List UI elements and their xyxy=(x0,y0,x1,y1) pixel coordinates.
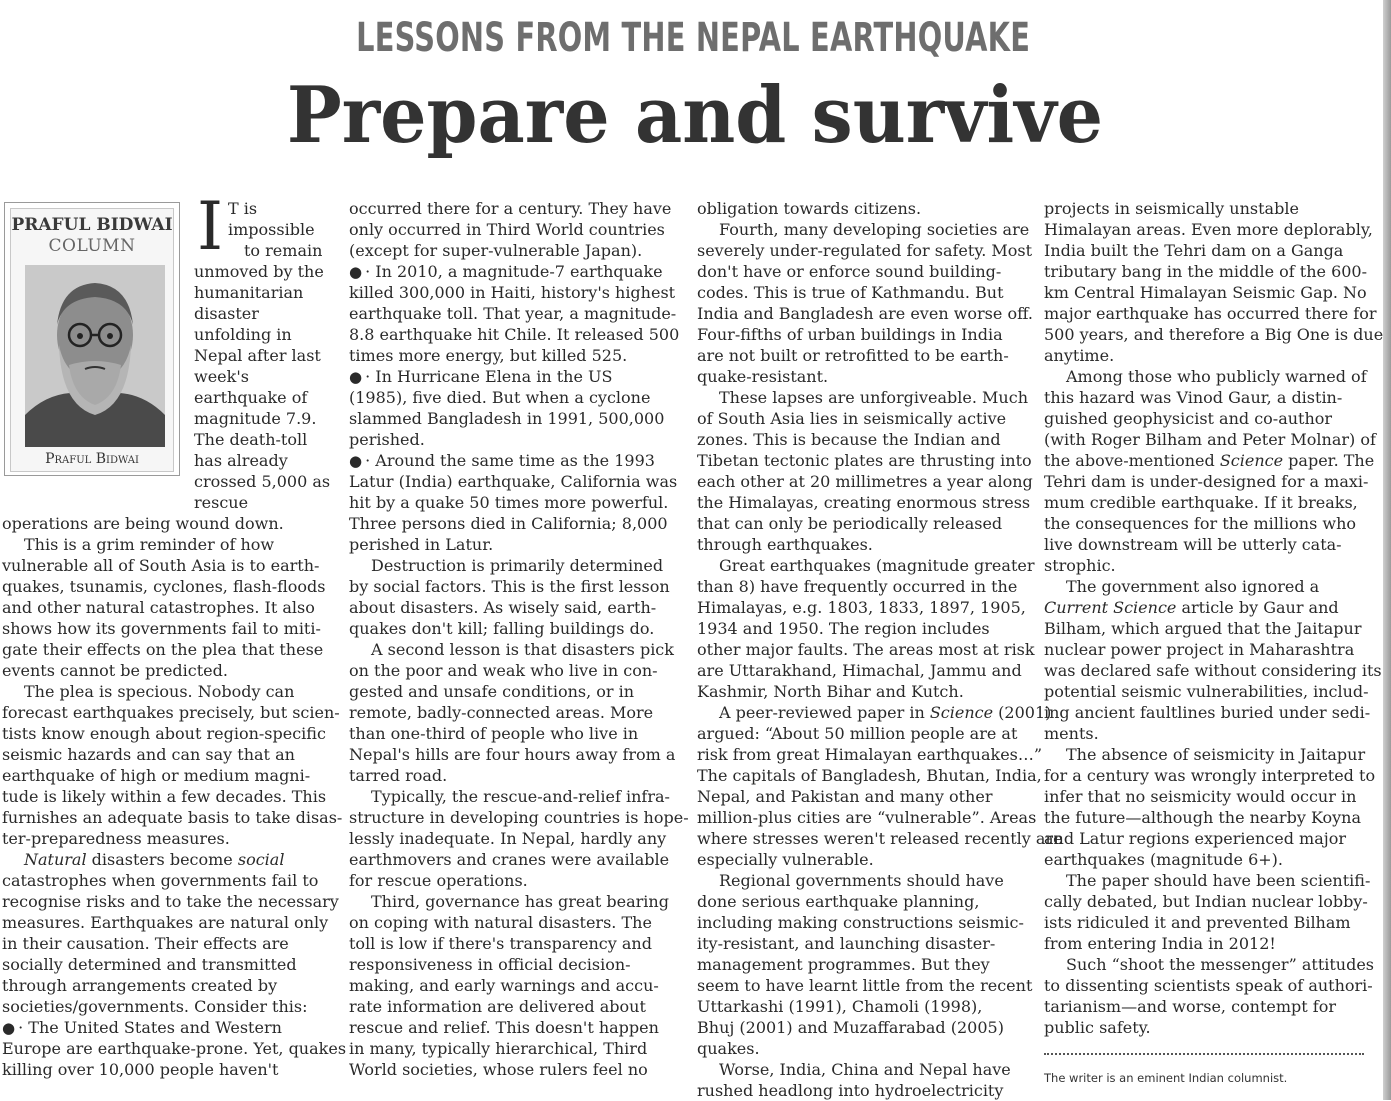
article-text-line: the above-mentioned Science paper. The xyxy=(1044,451,1375,470)
article-text-line: especially vulnerable. xyxy=(697,850,874,869)
article-text-line: responsiveness in official decision- xyxy=(349,955,631,974)
article-text-line: Nepal's hills are four hours away from a xyxy=(349,745,676,764)
article-text-line: Himalayan areas. Even more deplorably, xyxy=(1044,220,1373,239)
article-text-line: through earthquakes. xyxy=(697,535,873,554)
article-text-line: These lapses are unforgiveable. Much xyxy=(719,388,1028,407)
article-text-line: India built the Tehri dam on a Ganga xyxy=(1044,241,1344,260)
article-text-line: risk from great Himalayan earthquakes…” xyxy=(697,745,1043,764)
article-text-line: than one-third of people who live in xyxy=(349,724,639,743)
article-text-line: The plea is specious. Nobody can xyxy=(24,682,295,701)
article-text-line: tributary bang in the middle of the 600- xyxy=(1044,262,1368,281)
article-text-line: unmoved by the xyxy=(194,262,324,281)
article-text-line: Regional governments should have xyxy=(719,871,1004,890)
article-text-line: A second lesson is that disasters pick xyxy=(371,640,674,659)
article-text-line: done serious earthquake planning, xyxy=(697,892,980,911)
article-text-line: killed 300,000 in Haiti, history's highest xyxy=(349,283,676,302)
article-text-line: Great earthquakes (magnitude greater xyxy=(719,556,1035,575)
article-text-line: has already xyxy=(194,451,288,470)
article-text-line: earthquake of high or medium magni- xyxy=(2,766,311,785)
article-text-line: shows how its governments fail to miti- xyxy=(2,619,321,638)
article-text-line: ing ancient faultlines buried under sedi- xyxy=(1044,703,1371,722)
article-text-line: this hazard was Vinod Gaur, a distin- xyxy=(1044,388,1343,407)
byline-column-label: COLUMN xyxy=(48,236,136,256)
article-text-line: argued: “About 50 million people are at xyxy=(697,724,1018,743)
article-text-line: ● · The United States and Western xyxy=(2,1018,282,1037)
article-text-line: quakes, tsunamis, cyclones, flash-floods xyxy=(2,577,326,596)
author-footnote: The writer is an eminent Indian columnist. xyxy=(1044,1071,1288,1085)
article-text-line: than 8) have frequently occurred in the xyxy=(697,577,1018,596)
article-text-line: rushed headlong into hydroelectricity xyxy=(697,1081,1004,1100)
article-text-line: Bhuj (2001) and Muzaffarabad (2005) xyxy=(697,1018,1004,1037)
article-text-line: quakes don't kill; falling buildings do. xyxy=(349,619,655,638)
article-text-line: operations are being wound down. xyxy=(2,514,284,533)
article-text-line: perished. xyxy=(349,430,425,449)
article-text-line: World societies, whose rulers feel no xyxy=(349,1060,648,1079)
article-text-line: public safety. xyxy=(1044,1018,1151,1037)
article-text-line: toll is low if there's transparency and xyxy=(349,934,652,953)
article-text-line: Bilham, which argued that the Jaitapur xyxy=(1044,619,1362,638)
article-text-line: and other natural catastrophes. It also xyxy=(2,598,315,617)
article-text-line: recognise risks and to take the necessary xyxy=(2,892,339,911)
article-text-line: forecast earthquakes precisely, but scien- xyxy=(2,703,340,722)
article-text-line: Himalayas, e.g. 1803, 1833, 1897, 1905, xyxy=(697,598,1026,617)
article-text-line: mum credible earthquake. If it breaks, xyxy=(1044,493,1358,512)
article-text-line: don't have or enforce sound building- xyxy=(697,262,1002,281)
bullet-dot-icon: ● xyxy=(349,263,363,281)
article-text-line: severely under-regulated for safety. Most xyxy=(697,241,1033,260)
article-text-line: the consequences for the millions who xyxy=(1044,514,1356,533)
article-text-line: catastrophes when governments fail to xyxy=(2,871,319,890)
bullet-dot-icon: ● xyxy=(349,452,363,470)
article-text-line: Nepal after last xyxy=(194,346,321,365)
article-text-line: guished geophysicist and co-author xyxy=(1044,409,1333,428)
article-text-line: times more energy, but killed 525. xyxy=(349,346,628,365)
article-text-line: events cannot be predicted. xyxy=(2,661,228,680)
article-text-line: million-plus cities are “vulnerable”. Areas xyxy=(697,808,1037,827)
article-text-line: cally debated, but Indian nuclear lobby- xyxy=(1044,892,1368,911)
article-text-line: vulnerable all of South Asia is to earth- xyxy=(2,556,320,575)
article-text-line: that can only be periodically released xyxy=(697,514,1003,533)
article-column-2 xyxy=(349,198,689,1080)
article-text-line: Nepal, and Pakistan and many other xyxy=(697,787,993,806)
article-text-line: only occurred in Third World countries xyxy=(349,220,665,239)
article-text-line: on the poor and weak who live in con- xyxy=(349,661,658,680)
article-text-line: rate information are delivered about xyxy=(349,997,646,1016)
article-text-line: ● · Around the same time as the 1993 xyxy=(349,451,655,470)
article-headline: Prepare and survive xyxy=(286,70,1104,161)
article-text-line: each other at 20 millimetres a year along xyxy=(697,472,1033,491)
article-text-line: on coping with natural disasters. The xyxy=(349,913,652,932)
dotted-separator xyxy=(1044,1053,1364,1055)
article-text-line: ists ridiculed it and prevented Bilham xyxy=(1044,913,1351,932)
article-text-line: A peer-reviewed paper in Science (2001) xyxy=(719,703,1052,722)
article-text-line: management programmes. But they xyxy=(697,955,990,974)
article-text-line: tude is likely within a few decades. This xyxy=(2,787,327,806)
article-text-line: zones. This is because the Indian and xyxy=(697,430,1001,449)
article-text-line: ments. xyxy=(1044,724,1099,743)
article-kicker: LESSONS FROM THE NEPAL EARTHQUAKE xyxy=(356,15,1031,61)
article-text-line: hit by a quake 50 times more powerful. xyxy=(349,493,669,512)
article-text-line: making, and early warnings and accu- xyxy=(349,976,659,995)
article-text-line: perished in Latur. xyxy=(349,535,494,554)
article-text-line: live downstream will be utterly cata- xyxy=(1044,535,1342,554)
article-text-line: week's xyxy=(194,367,249,386)
byline-author-name: PRAFUL BIDWAI xyxy=(11,215,173,235)
article-text-line: was declared safe without considering its xyxy=(1044,661,1382,680)
article-text-line: anytime. xyxy=(1044,346,1115,365)
article-text-line: strophic. xyxy=(1044,556,1116,575)
article-text-line: infer that no seismicity would occur in xyxy=(1044,787,1357,806)
bullet-dot-icon: ● xyxy=(2,1019,16,1037)
article-text-line: Typically, the rescue-and-relief infra- xyxy=(371,787,670,806)
article-text-line: including making constructions seismic- xyxy=(697,913,1024,932)
article-text-line: (except for super-vulnerable Japan). xyxy=(349,241,643,260)
article-text-line: about disasters. As wisely said, earth- xyxy=(349,598,657,617)
article-text-line: socially determined and transmitted xyxy=(2,955,297,974)
article-text-line: The death-toll xyxy=(194,430,308,449)
article-text-line: T is xyxy=(228,199,258,218)
article-text-line: the Himalayas, creating enormous stress xyxy=(697,493,1031,512)
article-text-line: in their causation. Their effects are xyxy=(2,934,289,953)
article-text-line: and Latur regions experienced major xyxy=(1044,829,1346,848)
article-text-line: India and Bangladesh are even worse off. xyxy=(697,304,1033,323)
article-text-line: magnitude 7.9. xyxy=(194,409,317,428)
article-text-line: quake-resistant. xyxy=(697,367,829,386)
article-text-line: codes. This is true of Kathmandu. But xyxy=(697,283,1004,302)
article-text-line: Fourth, many developing societies are xyxy=(719,220,1030,239)
article-text-line: structure in developing countries is hope- xyxy=(349,808,689,827)
article-text-line: Kashmir, North Bihar and Kutch. xyxy=(697,682,964,701)
article-text-line: Such “shoot the messenger” attitudes xyxy=(1066,955,1375,974)
article-text-line: km Central Himalayan Seismic Gap. No xyxy=(1044,283,1367,302)
article-text-line: earthquake toll. That year, a magnitude- xyxy=(349,304,677,323)
article-text-line: tists know enough about region-specific xyxy=(2,724,326,743)
article-text-line: ● · In Hurricane Elena in the US xyxy=(349,367,613,386)
article-text-line: to dissenting scientists speak of authori- xyxy=(1044,976,1373,995)
article-text-line: Natural disasters become social xyxy=(24,850,285,869)
article-text-line: obligation towards citizens. xyxy=(697,199,922,218)
article-text-line: projects in seismically unstable xyxy=(1044,199,1299,218)
article-text-line: Europe are earthquake-prone. Yet, quakes xyxy=(2,1039,347,1058)
article-column-3 xyxy=(697,198,1063,1101)
article-text-line: Third, governance has great bearing xyxy=(371,892,669,911)
article-text-line: The capitals of Bangladesh, Bhutan, India, xyxy=(697,766,1042,785)
article-text-line: Three persons died in California; 8,000 xyxy=(349,514,668,533)
article-text-line: earthquake of xyxy=(194,388,308,407)
article-text-line: The government also ignored a xyxy=(1066,577,1320,596)
article-text-line: from entering India in 2012! xyxy=(1044,934,1276,953)
article-text-line: gate their effects on the plea that these xyxy=(2,640,324,659)
article-text-line: Destruction is primarily determined xyxy=(371,556,664,575)
article-text-line: tarred road. xyxy=(349,766,448,785)
article-text-line: crossed 5,000 as xyxy=(194,472,331,491)
page-edge-shadow xyxy=(1383,0,1391,1100)
article-text-line: 500 years, and therefore a Big One is due xyxy=(1044,325,1384,344)
article-text-line: lessly inadequate. In Nepal, hardly any xyxy=(349,829,667,848)
article-text-line: Current Science article by Gaur and xyxy=(1044,598,1339,617)
byline-caption: Praful Bidwai xyxy=(45,451,139,467)
article-text-line: (1985), five died. But when a cyclone xyxy=(349,388,651,407)
article-text-line: rescue xyxy=(194,493,249,512)
article-text-line: Tehri dam is under-designed for a maxi- xyxy=(1044,472,1369,491)
article-text-line: impossible xyxy=(228,220,315,239)
article-text-line: earthquakes (magnitude 6+). xyxy=(1044,850,1283,869)
article-text-line: potential seismic vulnerabilities, includ- xyxy=(1044,682,1369,701)
article-text-line: societies/governments. Consider this: xyxy=(2,997,308,1016)
article-text-line: rescue and relief. This doesn't happen xyxy=(349,1018,659,1037)
article-text-line: remote, badly-connected areas. More xyxy=(349,703,654,722)
article-text-line: are Uttarakhand, Himachal, Jammu and xyxy=(697,661,1022,680)
article-text-line: the future—although the nearby Koyna xyxy=(1044,808,1361,827)
article-text-line: of South Asia lies in seismically active xyxy=(697,409,1007,428)
article-text-line: seem to have learnt little from the recent xyxy=(697,976,1033,995)
article-text-line: quakes. xyxy=(697,1039,760,1058)
article-text-line: This is a grim reminder of how xyxy=(24,535,275,554)
bullet-dot-icon: ● xyxy=(349,368,363,386)
article-text-line: humanitarian xyxy=(194,283,304,302)
article-text-line: furnishes an adequate basis to take disas- xyxy=(2,808,343,827)
article-text-line: for a century was wrongly interpreted to xyxy=(1044,766,1376,785)
article-text-line: ity-resistant, and launching disaster- xyxy=(697,934,996,953)
article-column-1 xyxy=(2,198,347,1080)
article-text-line: occurred there for a century. They have xyxy=(349,199,672,218)
article-text-line: through arrangements created by xyxy=(2,976,278,995)
article-text-line: Tibetan tectonic plates are thrusting into xyxy=(697,451,1032,470)
article-text-line: slammed Bangladesh in 1991, 500,000 xyxy=(349,409,665,428)
article-text-line: major earthquake has occurred there for xyxy=(1044,304,1377,323)
article-text-line: The paper should have been scientifi- xyxy=(1066,871,1371,890)
article-text-line: unfolding in xyxy=(194,325,292,344)
article-text-line: other major faults. The areas most at risk xyxy=(697,640,1035,659)
article-text-line: Worse, India, China and Nepal have xyxy=(719,1060,1011,1079)
article-text-line: (with Roger Bilham and Peter Molnar) of xyxy=(1044,430,1376,449)
article-text-line: Uttarkashi (1991), Chamoli (1998), xyxy=(697,997,983,1016)
article-text-line: seismic hazards and can say that an xyxy=(2,745,295,764)
article-text-line: 8.8 earthquake hit Chile. It released 500 xyxy=(349,325,680,344)
article-text-line: 1934 and 1950. The region includes xyxy=(697,619,990,638)
article-text-line: gested and unsafe conditions, or in xyxy=(349,682,635,701)
article-text-line: for rescue operations. xyxy=(349,871,528,890)
article-text-line: measures. Earthquakes are natural only xyxy=(2,913,329,932)
article-text-line: The absence of seismicity in Jaitapur xyxy=(1066,745,1366,764)
article-text-line: are not built or retrofitted to be earth- xyxy=(697,346,1009,365)
article-text-line: earthmovers and cranes were available xyxy=(349,850,670,869)
article-text-line: nuclear power project in Maharashtra xyxy=(1044,640,1355,659)
article-text-line: by social factors. This is the first lesson xyxy=(349,577,670,596)
article-text-line: Four-fifths of urban buildings in India xyxy=(697,325,1003,344)
article-text-line: where stresses weren't released recently are xyxy=(697,829,1063,848)
article-text-line: ter-preparedness measures. xyxy=(2,829,230,848)
article-text-line: in many, typically hierarchical, Third xyxy=(349,1039,648,1058)
article-text-line: tarianism—and worse, contempt for xyxy=(1044,997,1337,1016)
article-text-line: ● · In 2010, a magnitude-7 earthquake xyxy=(349,262,663,281)
article-text-line: killing over 10,000 people haven't xyxy=(2,1060,279,1079)
article-text-line: Among those who publicly warned of xyxy=(1066,367,1367,386)
article-column-4 xyxy=(1044,198,1384,1038)
article-text-line: disaster xyxy=(194,304,259,323)
article-text-line: to remain xyxy=(244,241,323,260)
drop-cap: I xyxy=(197,188,224,265)
article-text-line: Latur (India) earthquake, California was xyxy=(349,472,678,491)
